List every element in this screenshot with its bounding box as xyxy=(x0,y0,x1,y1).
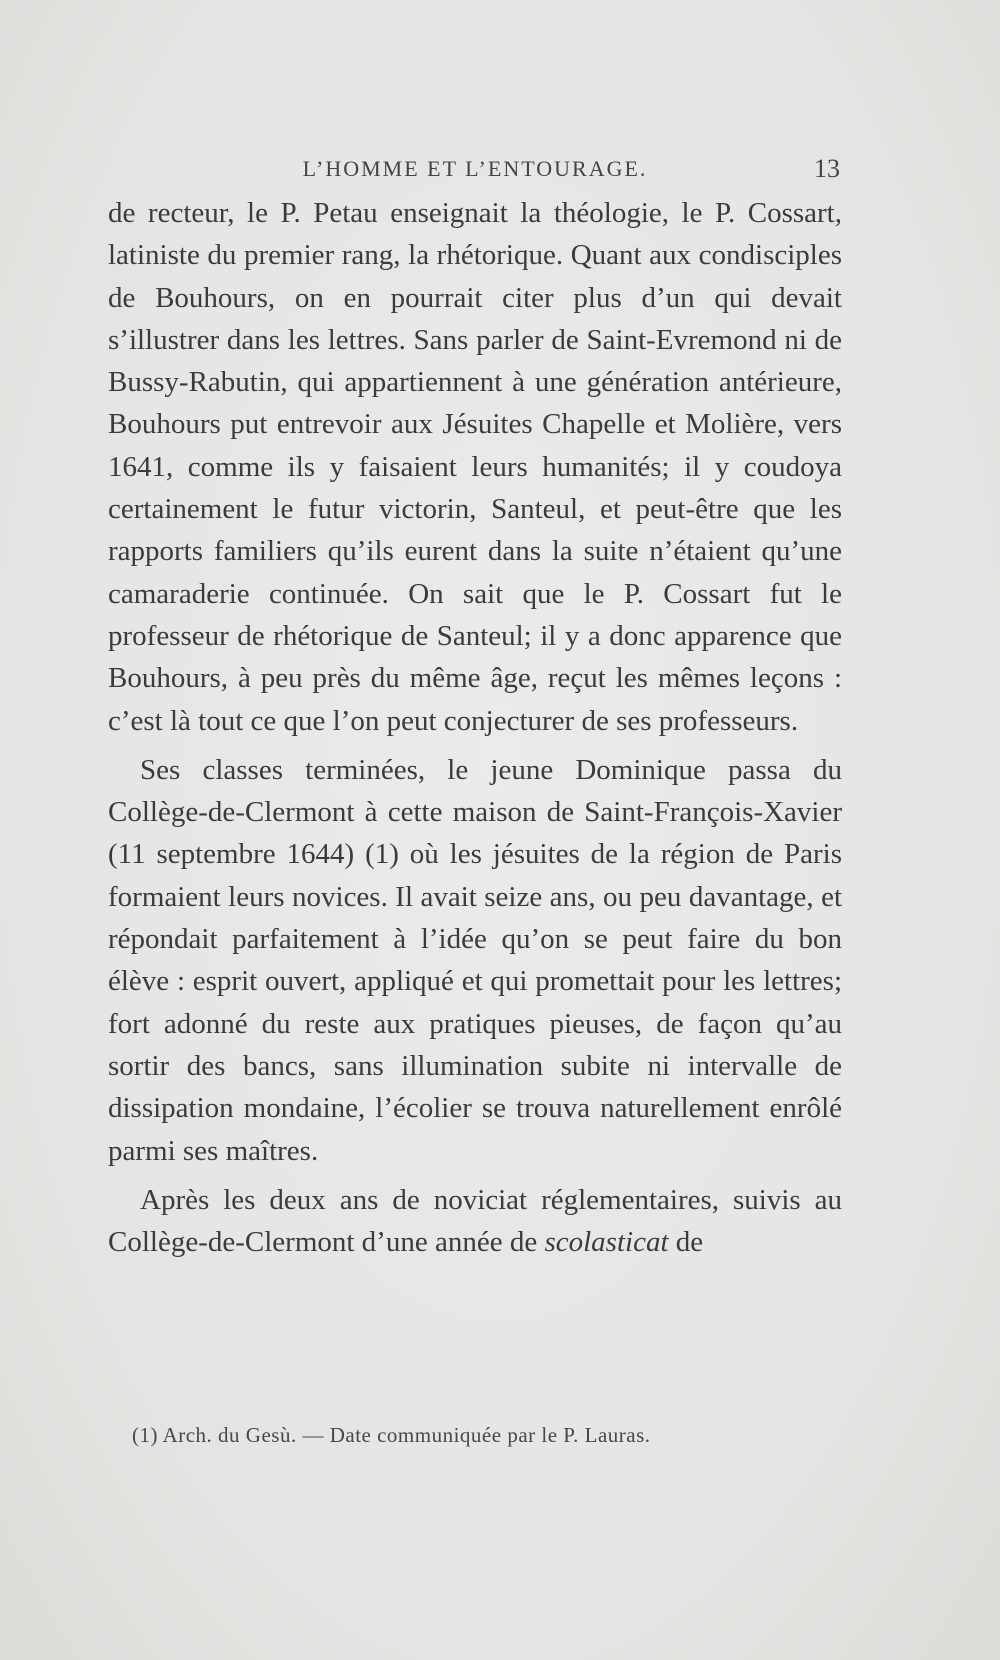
footnote: (1) Arch. du Gesù. — Date communiquée par le P. Lauras. xyxy=(132,1423,651,1447)
paragraph-3-italic-term: scolasticat xyxy=(544,1226,669,1259)
paragraph-3-end: de xyxy=(668,1226,704,1259)
running-head xyxy=(110,152,840,186)
body-text xyxy=(108,192,842,1263)
page-number: 13 xyxy=(814,154,840,183)
paragraph-2: Ses classes terminées, le jeune Dominique passa du Collège-de-Clermont à cette maison de Saint-François-Xavier (11 septembre 1644) (1) où les jésuites de la région de Paris formaient leurs novices. Il avait seize ans, ou peu davantage, et répondait parfaitement à l’idée qu’on se peut faire du bon élève : esprit ouvert, appliqué et qui promettait pour les lettres; fort adonné du reste aux pratiques pieuses, de façon qu’au sortir des bancs, sans illumination subite ni intervalle de dissipation mondaine, l’écolier se trouva naturellement enrôlé parmi ses maîtres. xyxy=(108,753,842,1167)
paragraph-3-start: Après les deux ans de noviciat réglementaires, suivis au Collège-de-Clermont d’une année de xyxy=(108,1183,842,1259)
paragraph-1: de recteur, le P. Petau enseignait la théologie, le P. Cossart, latiniste du premier rang, la rhétorique. Quant aux condisciples de Bouhours, on en pourrait citer plus d’un qui devait s’illustrer dans les lettres. Sans parler de Saint-Evremond ni de Bussy-Rabutin, qui appartiennent à une génération antérieure, Bouhours put entrevoir aux Jésuites Chapelle et Molière, vers 1641, comme ils y faisaient leurs humanités; il y coudoya certainement le futur victorin, Santeul, et peut-être que les rapports familiers qu’ils eurent dans la suite n’étaient qu’une camaraderie continuée. On sait que le P. Cossart fut le professeur de rhétorique de Santeul; il y a donc apparence que Bouhours, à peu près du même âge, reçut les mêmes leçons : c’est là tout ce que l’on peut conjecturer de ses professeurs. xyxy=(108,197,842,737)
running-title: L’HOMME ET L’ENTOURAGE. xyxy=(302,156,648,181)
paragraph-3 xyxy=(108,1179,842,1264)
